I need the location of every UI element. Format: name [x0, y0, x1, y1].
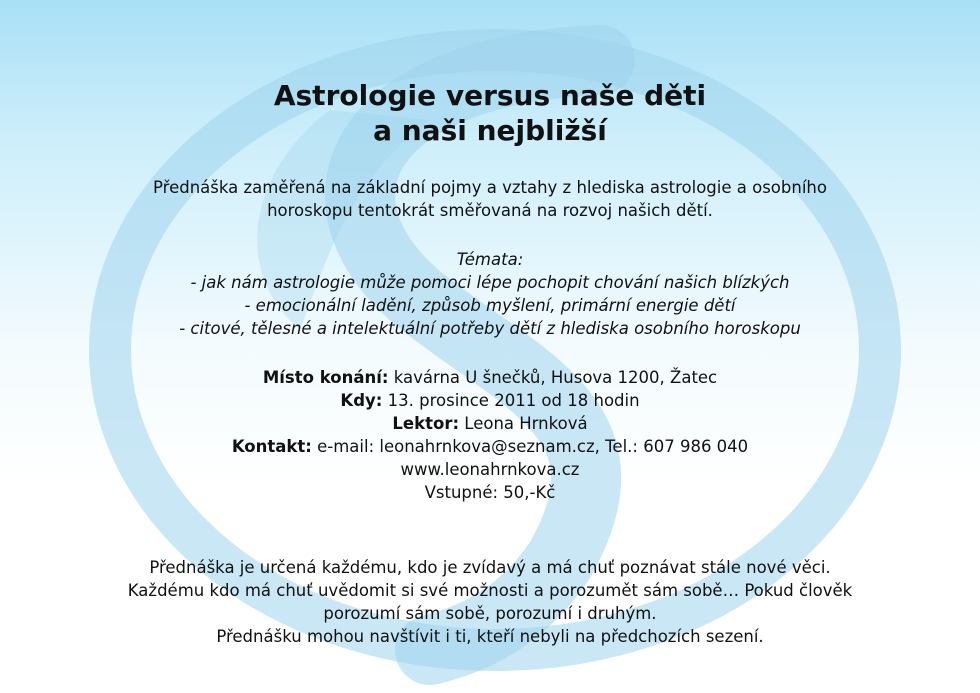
page-title [0, 78, 980, 148]
when-value: 13. prosince 2011 od 18 hodin [382, 391, 640, 410]
footer-line-2: Každému kdo má chuť uvědomit si své možnosti a porozumět sám sobě… Pokud člověk [127, 581, 853, 600]
topic-item: - jak nám astrologie může pomoci lépe pochopit chování našich blízkých [190, 273, 790, 292]
place-label: Místo konání: [262, 368, 389, 387]
lector-row [0, 412, 980, 435]
place-value: kavárna U šnečků, Husova 1200, Žatec [388, 368, 718, 387]
contact-row [0, 435, 980, 458]
place-row [0, 366, 980, 389]
intro-line-1: Přednáška zaměřená na základní pojmy a vztahy z hlediska astrologie a osobního [153, 178, 827, 197]
footer-paragraph [0, 556, 980, 648]
footer-line-1: Přednáška je určená každému, kdo je zvídavý a má chuť poznávat stále nové věci. [149, 558, 831, 577]
title-line-1: Astrologie versus naše děti [273, 79, 707, 112]
intro-paragraph [0, 176, 980, 222]
when-label: Kdy: [340, 391, 383, 410]
contact-value: e-mail: leonahrnkova@seznam.cz, Tel.: 607 986 040 [311, 437, 749, 456]
topics-heading: Témata: [456, 250, 524, 269]
lector-value: Leona Hrnková [459, 414, 588, 433]
when-row [0, 389, 980, 412]
intro-line-2: horoskopu tentokrát směřovaná na rozvoj našich dětí. [267, 201, 713, 220]
contact-label: Kontakt: [231, 437, 312, 456]
topic-item: - citové, tělesné a intelektuální potřeby dětí z hlediska osobního horoskopu [179, 319, 801, 338]
topics-section [0, 248, 980, 340]
entry-fee-text: Vstupné: 50,-Kč [424, 483, 556, 502]
footer-line-3: porozumí sám sobě, porozumí i druhým. [323, 604, 657, 623]
event-info [0, 366, 980, 504]
title-line-2: a naši nejbližší [373, 114, 607, 147]
footer-line-4: Přednášku mohou navštívit i ti, kteří nebyli na předchozích sezení. [216, 627, 764, 646]
lector-label: Lektor: [392, 414, 460, 433]
topic-item: - emocionální ladění, způsob myšlení, primární energie dětí [244, 296, 736, 315]
website-text: www.leonahrnkova.cz [400, 460, 580, 479]
